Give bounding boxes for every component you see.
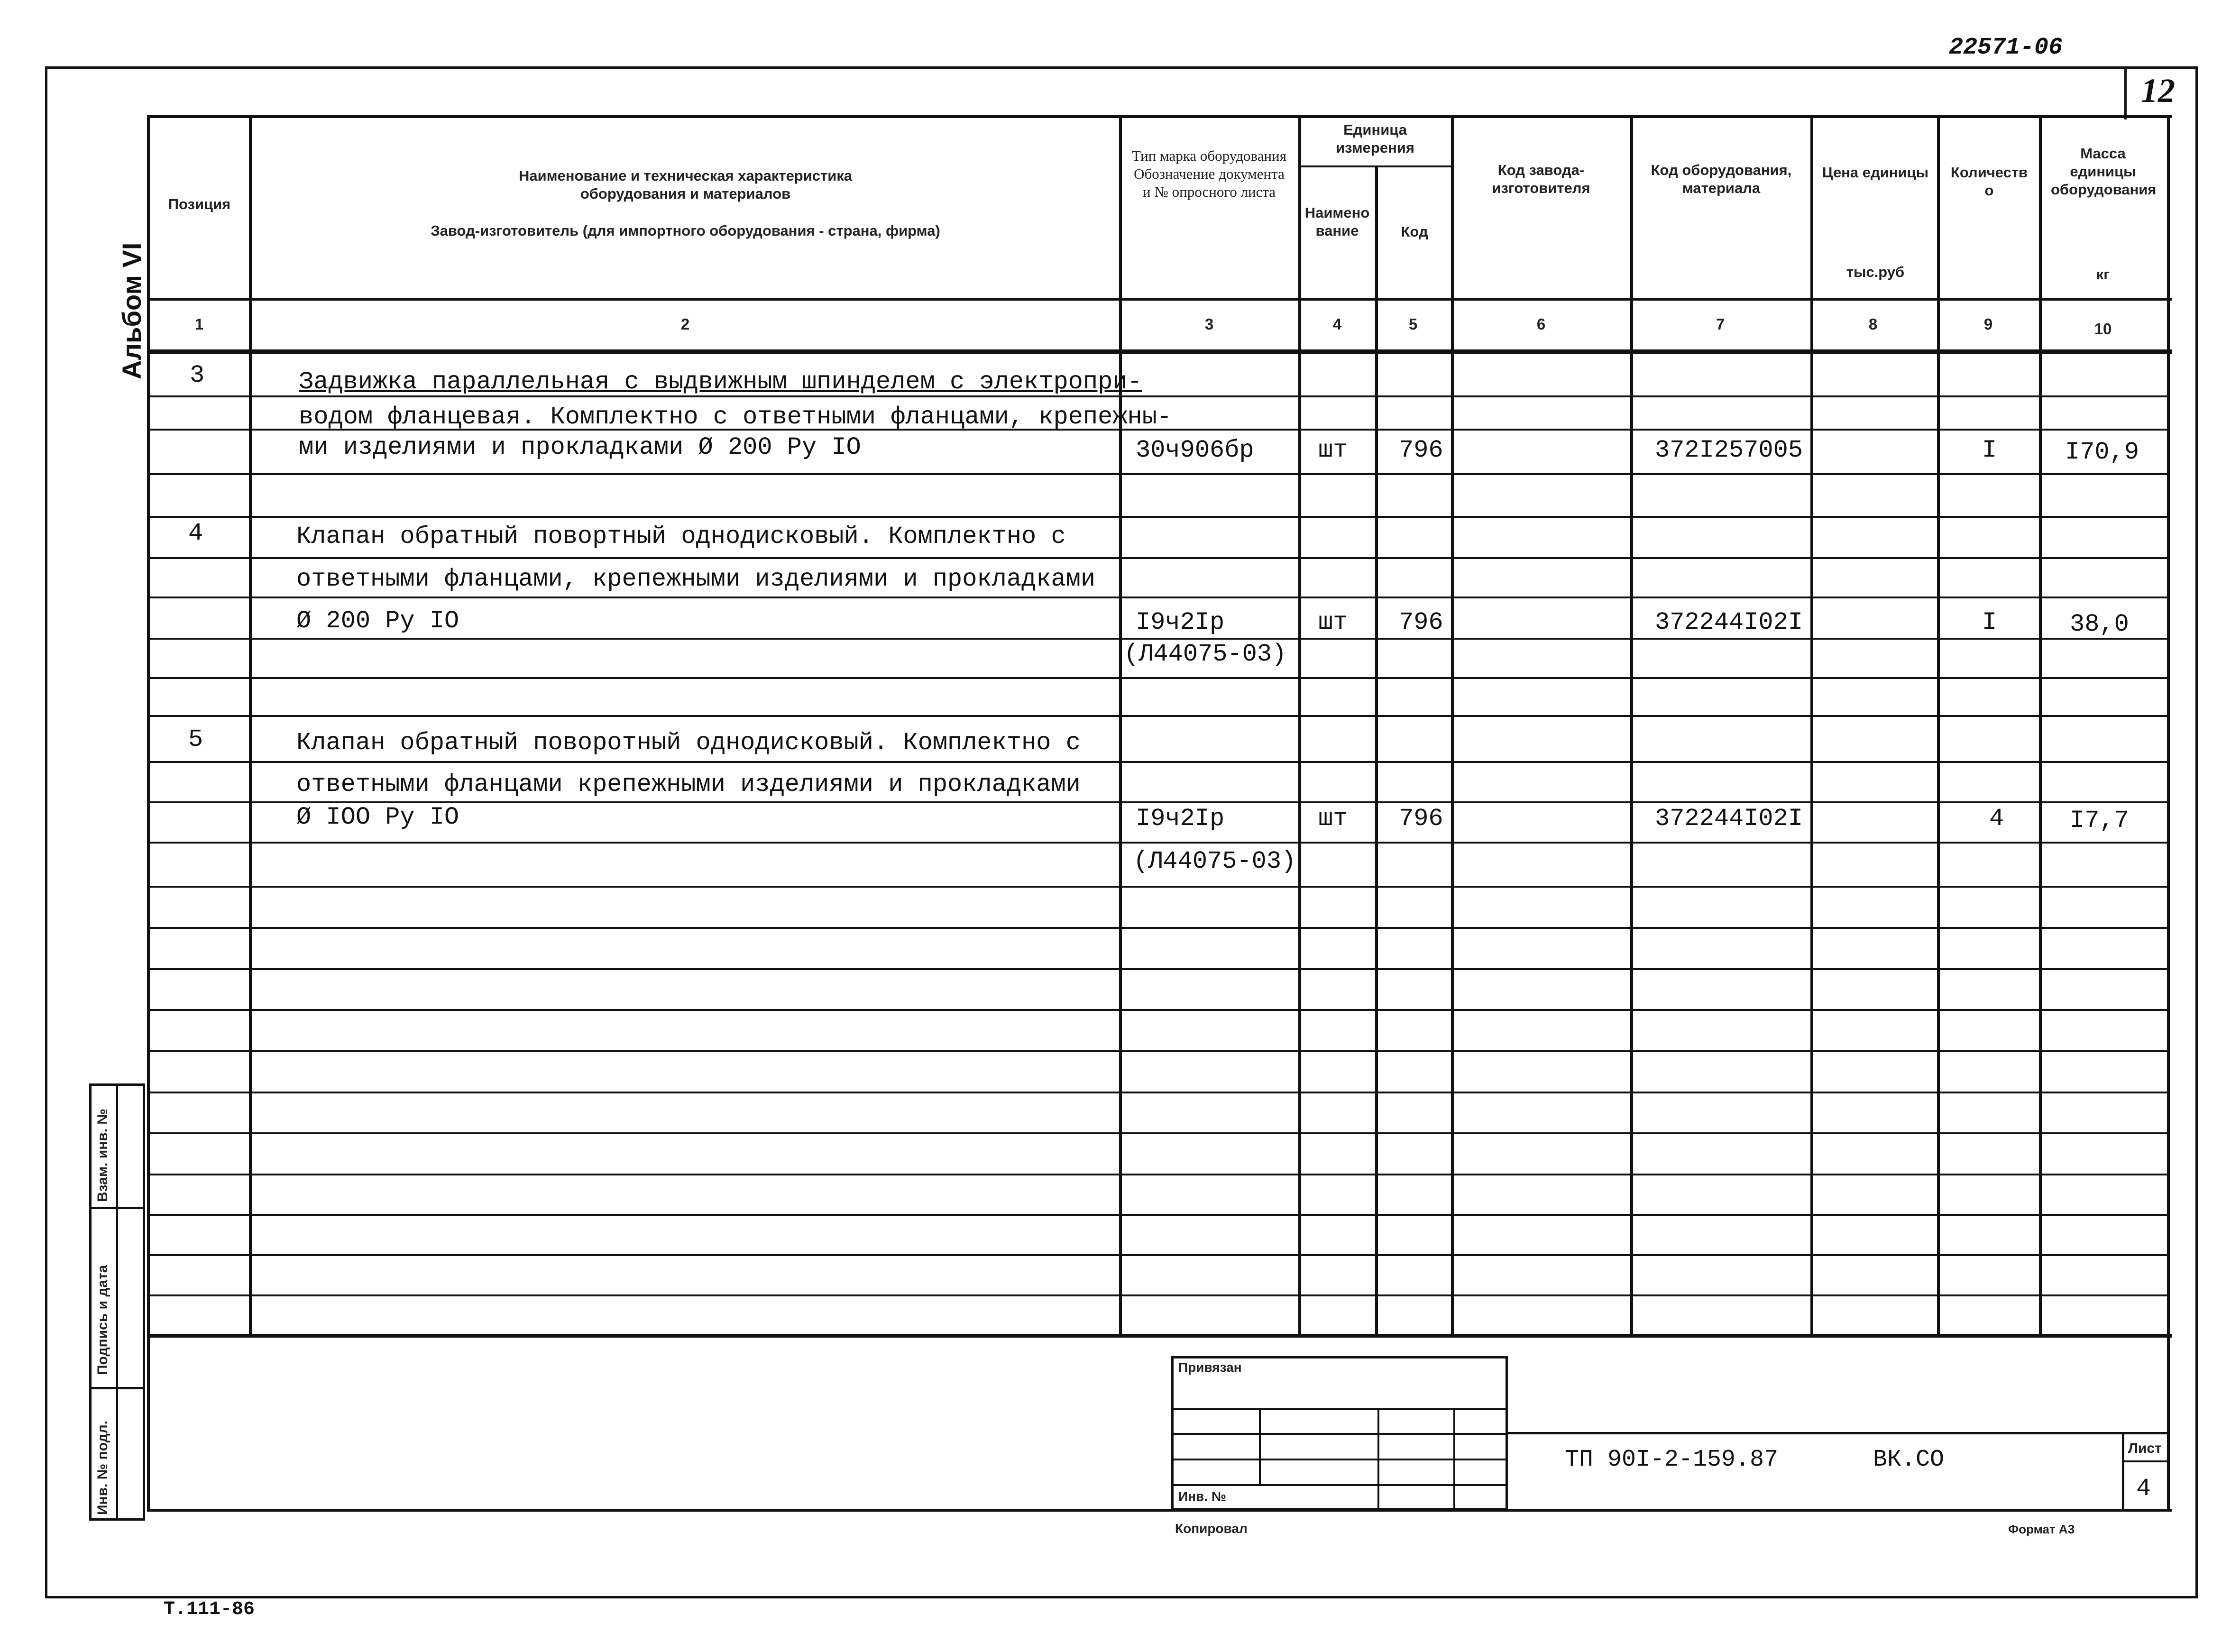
item-position: 3	[190, 361, 205, 389]
item-quantity: I	[1982, 608, 1997, 636]
col-num-3: 3	[1204, 315, 1214, 333]
item-description-line: Задвижка параллельная с выдвижным шпинделем с электропри-	[299, 368, 1142, 396]
item-position: 5	[188, 725, 203, 753]
sheet-corner-number: 12	[2141, 72, 2175, 110]
item-mass: 38,0	[2070, 610, 2129, 638]
item-unit-code: 796	[1399, 805, 1443, 833]
stamp-inv-orig: Инв. № подл.	[95, 1420, 110, 1515]
col-num-10: 10	[2094, 320, 2112, 338]
table-row-line	[150, 968, 2167, 970]
header-name-line3: Завод-изготовитель (для импортного оборудования - страна, фирма)	[431, 222, 940, 239]
table-row-line	[150, 1294, 2167, 1296]
table-row-line	[150, 761, 2167, 763]
item-description-line: Ø 200 Ру IO	[296, 607, 459, 635]
table-row-line	[150, 677, 2167, 679]
item-unit: шт	[1318, 436, 1348, 464]
col-num-1: 1	[194, 315, 204, 333]
section-code: ВК.СО	[1873, 1446, 1945, 1473]
item-description-line: Клапан обратный повортный однодисковый. Комплектно с	[296, 523, 1066, 551]
header-material-code: Код оборудования, материала	[1651, 162, 1792, 196]
item-material-code: 372244I02I	[1655, 805, 1803, 833]
col-num-6: 6	[1536, 315, 1546, 333]
table-row-line	[150, 557, 2167, 559]
item-material-code: 372244I02I	[1655, 608, 1803, 636]
form-code: Т.111-86	[164, 1599, 255, 1620]
table-row-line	[150, 1092, 2167, 1093]
album-label: Альбом VI	[117, 242, 147, 379]
table-row-line	[150, 886, 2167, 888]
copied-label: Копировал	[1175, 1521, 1248, 1536]
sheet-label: Лист	[2128, 1441, 2162, 1456]
inv-no-label: Инв. №	[1178, 1489, 1227, 1504]
header-factory-code: Код завода-изготовителя	[1492, 162, 1590, 196]
col-num-2: 2	[680, 315, 690, 333]
item-unit: шт	[1318, 608, 1348, 636]
item-description-line: Ø IOO Ру IO	[296, 803, 459, 831]
doc-number: 22571-06	[1949, 34, 2063, 61]
item-description-line: ответными фланцами, крепежными изделиями и прокладками	[296, 565, 1096, 593]
header-price: Цена единицы	[1822, 164, 1929, 181]
header-quantity: Количество	[1950, 164, 2028, 199]
table-row-line	[150, 715, 2167, 717]
doc-code: ТП 90I-2-159.87	[1565, 1446, 1779, 1473]
stamp-sign-date: Подпись и дата	[95, 1265, 110, 1375]
item-description-line: Клапан обратный поворотный однодисковый. Комплектно с	[296, 729, 1081, 757]
header-position: Позиция	[168, 196, 231, 212]
header-name-line1: Наименование и техническая характеристика	[518, 167, 853, 184]
stamp-replace-inv: Взам. инв. №	[95, 1109, 110, 1202]
header-mass-unit: кг	[2096, 266, 2110, 283]
table-row-line	[150, 927, 2167, 929]
attached-label: Привязан	[1178, 1360, 1242, 1375]
col-num-5: 5	[1408, 315, 1418, 333]
table-row-line	[150, 473, 2167, 475]
item-quantity: I	[1982, 436, 1997, 464]
item-type: I9ч2Iр	[1136, 608, 1225, 636]
table-row-line	[150, 1132, 2167, 1134]
col-num-7: 7	[1716, 315, 1725, 333]
col-num-9: 9	[1983, 315, 1993, 333]
table-row-line	[150, 516, 2167, 518]
item-mass: I7,7	[2070, 807, 2129, 835]
item-unit-code: 796	[1399, 436, 1443, 464]
item-type: I9ч2Iр	[1136, 805, 1225, 833]
table-row-line	[150, 597, 2167, 598]
item-position: 4	[188, 519, 203, 547]
item-description-line: ми изделиями и прокладками Ø 200 Ру IO	[299, 433, 861, 461]
item-unit-code: 796	[1399, 608, 1443, 636]
table-row-line	[150, 1009, 2167, 1011]
table-row-line	[150, 1050, 2167, 1052]
item-mass: I70,9	[2065, 438, 2139, 466]
table-row-line	[150, 1214, 2167, 1216]
sheet-number: 4	[2136, 1475, 2151, 1503]
table-row-line	[150, 638, 2167, 640]
header-mass: Масса единицы оборудования	[2051, 145, 2157, 198]
table-row-line	[150, 1174, 2167, 1175]
item-description-line: водом фланцевая. Комплектно с ответными фланцами, крепежны-	[299, 403, 1172, 431]
col-num-8: 8	[1868, 315, 1878, 333]
item-type: 30ч906бр	[1136, 436, 1254, 464]
format-label: Формат А3	[2008, 1522, 2075, 1536]
header-price-unit: тыс.руб	[1846, 264, 1905, 280]
item-description-line: ответными фланцами крепежными изделиями и прокладками	[296, 771, 1081, 798]
table-row-line	[150, 842, 2167, 844]
item-type-doc: (Л44075-03)	[1124, 640, 1287, 668]
header-unit-name: Наименование	[1304, 204, 1370, 239]
header-type: Тип марка оборудования Обозначение документа и № опросного листа	[1132, 147, 1286, 200]
item-unit: шт	[1318, 805, 1348, 833]
header-name-line2: оборудования и материалов	[580, 185, 791, 202]
table-row-line	[150, 1254, 2167, 1256]
col-num-4: 4	[1332, 315, 1342, 333]
item-type-doc: (Л44075-03)	[1133, 847, 1296, 875]
header-unit-code: Код	[1401, 223, 1428, 240]
item-quantity: 4	[1989, 805, 2004, 833]
header-unit: Единица измерения	[1336, 121, 1414, 156]
item-material-code: 372I257005	[1655, 436, 1803, 464]
